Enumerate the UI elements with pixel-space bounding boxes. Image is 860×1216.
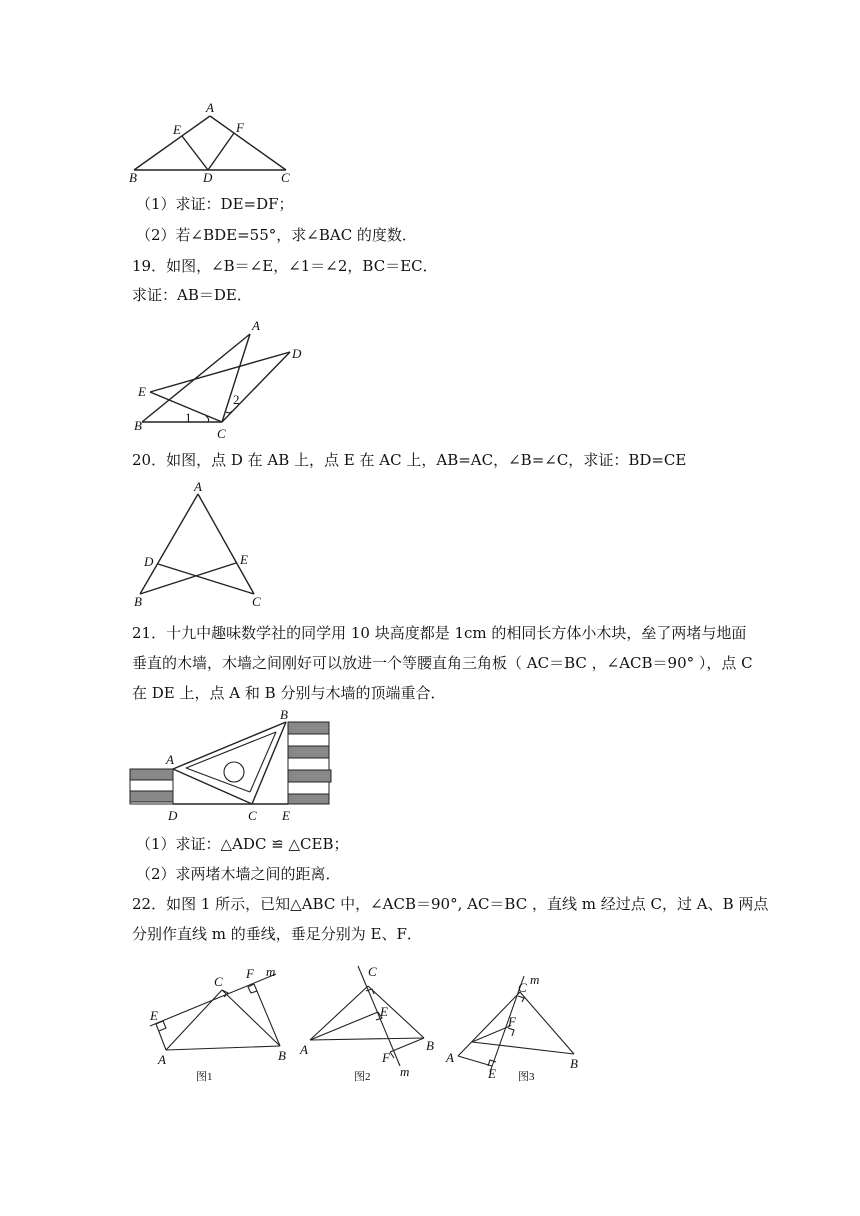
q22-line1: 22．如图 1 所示，已知△ABC 中，∠ACB＝90°, AC＝BC ，直线 m 经过点 C，过 A、B 两点: [132, 895, 769, 913]
figure-q20: [130, 480, 270, 610]
q21-line2: 垂直的木墙，木墙之间刚好可以放进一个等腰直角三角板（ AC＝BC ，∠ACB＝90° ），点 C: [132, 654, 753, 672]
q22-line2: 分别作直线 m 的垂线，垂足分别为 E、F．: [132, 925, 422, 943]
label-E: E: [240, 552, 248, 567]
q19-prove: 求证：AB＝DE．: [132, 286, 252, 304]
label-D: D: [144, 554, 154, 569]
figure-q21: [126, 706, 336, 828]
label-F: F: [508, 1014, 516, 1029]
label-A: A: [446, 1050, 454, 1065]
label-A: A: [252, 318, 260, 333]
figure-q22-1: [136, 962, 286, 1086]
q20-statement: 20．如图，点 D 在 AB 上，点 E 在 AC 上，AB=AC，∠B=∠C，求证：BD=CE: [132, 451, 687, 469]
label-C: C: [252, 594, 261, 609]
caption-fig1: 图1: [196, 1071, 213, 1083]
label-B: B: [570, 1056, 578, 1071]
q18-part1: （1）求证：DE=DF；: [136, 195, 294, 213]
q21-line3: 在 DE 上，点 A 和 B 分别与木墙的顶端重合．: [132, 684, 446, 702]
caption-fig2: 图2: [354, 1071, 371, 1083]
label-F: F: [236, 120, 244, 135]
label-A: A: [194, 479, 202, 494]
label-D: D: [168, 808, 178, 823]
label-B: B: [134, 418, 142, 433]
q21-part1: （1）求证：△ADC ≌ △CEB；: [136, 835, 349, 853]
label-A: A: [206, 100, 214, 115]
label-E: E: [173, 122, 181, 137]
figure-q22-2: [296, 962, 446, 1086]
right-wall: [288, 722, 331, 804]
label-F: F: [382, 1050, 390, 1065]
q21-line1: 21．十九中趣味数学社的同学用 10 块高度都是 1cm 的相同长方体小木块，垒了两堵与地面: [132, 624, 747, 642]
figure-q22-3: [444, 962, 594, 1086]
label-E: E: [380, 1004, 388, 1019]
label-C: C: [248, 808, 257, 823]
label-A: A: [166, 752, 174, 767]
label-E: E: [488, 1066, 496, 1081]
label-B: B: [129, 170, 137, 185]
q18-part2: （2）若∠BDE=55°，求∠BAC 的度数．: [136, 226, 417, 244]
label-B: B: [426, 1038, 434, 1053]
figure-q18: [126, 100, 296, 186]
label-A: A: [300, 1042, 308, 1057]
label-E: E: [282, 808, 290, 823]
label-C: C: [368, 964, 377, 979]
label-B: B: [280, 707, 288, 722]
label-C: C: [217, 426, 226, 441]
label-m: m: [530, 972, 540, 987]
label-C: C: [214, 974, 223, 989]
label-1: 1: [185, 410, 192, 425]
label-C: C: [281, 170, 290, 185]
label-E: E: [150, 1008, 158, 1023]
label-C: C: [518, 980, 527, 995]
label-A: A: [158, 1052, 166, 1067]
q21-part2: （2）求两堵木墙之间的距离．: [136, 865, 341, 883]
label-m: m: [266, 964, 276, 979]
label-D: D: [203, 170, 213, 185]
label-m: m: [400, 1064, 410, 1079]
left-wall: [130, 769, 173, 804]
label-B: B: [278, 1048, 286, 1063]
label-F: F: [246, 966, 254, 981]
caption-fig3: 图3: [518, 1071, 535, 1083]
label-B: B: [134, 594, 142, 609]
label-E: E: [138, 384, 146, 399]
figure-q19: [130, 316, 315, 442]
label-2: 2: [233, 392, 240, 407]
label-D: D: [292, 346, 302, 361]
q19-statement: 19．如图，∠B＝∠E，∠1＝∠2，BC＝EC．: [132, 257, 438, 275]
